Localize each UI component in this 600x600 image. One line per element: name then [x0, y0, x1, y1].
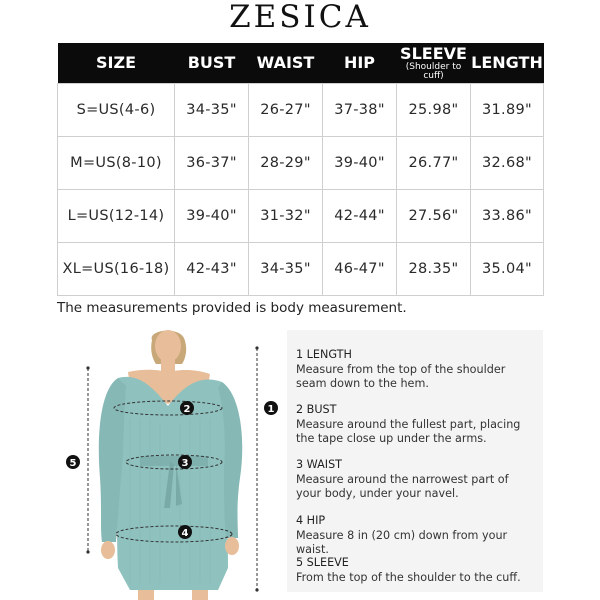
instruction-line: Measure around the narrowest part of	[296, 472, 509, 486]
cell-waist: 28-29"	[249, 137, 323, 190]
header-bust: BUST	[175, 43, 249, 84]
instruction-title: 2 BUST	[296, 403, 337, 416]
cell-length: 33.86"	[471, 190, 544, 243]
instruction-line: seam down to the hem.	[296, 377, 429, 390]
header-sleeve-label: SLEEVE	[400, 43, 467, 63]
cell-size: XL=US(16-18)	[58, 243, 175, 296]
cell-waist: 34-35"	[249, 243, 323, 296]
svg-text:1: 1	[267, 404, 275, 415]
cell-hip: 37-38"	[323, 84, 397, 137]
instruction-line: the tape close up under the arms.	[296, 432, 487, 445]
dress-body	[113, 377, 233, 590]
cell-bust: 34-35"	[175, 84, 249, 137]
cell-sleeve: 28.35"	[397, 243, 471, 296]
right-hand	[225, 537, 239, 555]
table-row	[58, 243, 544, 296]
length-end-bottom	[255, 588, 258, 591]
measurement-note: The measurements provided is body measurement.	[57, 300, 407, 316]
marker-2	[180, 401, 194, 415]
cell-bust: 42-43"	[175, 243, 249, 296]
cell-size: M=US(8-10)	[58, 137, 175, 190]
header-size: SIZE	[58, 43, 175, 84]
instruction-bust	[296, 403, 540, 447]
length-end-top	[255, 346, 258, 349]
cell-sleeve: 27.56"	[397, 190, 471, 243]
cell-waist: 31-32"	[249, 190, 323, 243]
instruction-line: Measure from the top of the shoulder	[296, 362, 506, 376]
brand-logo: ZESICA	[229, 0, 371, 35]
cell-bust: 36-37"	[175, 137, 249, 190]
header-hip: HIP	[323, 43, 397, 84]
marker-4	[178, 525, 192, 539]
size-chart-table	[57, 43, 544, 296]
left-leg	[138, 590, 154, 600]
instruction-hip	[296, 514, 540, 558]
instruction-line: your body, under your navel.	[296, 487, 459, 500]
svg-text:5: 5	[69, 458, 77, 469]
instruction-line: Measure 8 in (20 cm) down from your waist.	[296, 528, 508, 556]
instruction-waist	[296, 458, 540, 502]
header-sleeve-sub: (Shoulder to cuff)	[405, 61, 462, 81]
cell-hip: 42-44"	[323, 190, 397, 243]
svg-text:2: 2	[183, 404, 191, 415]
instruction-sleeve	[296, 556, 540, 585]
table-row	[58, 190, 544, 243]
cell-hip: 39-40"	[323, 137, 397, 190]
header-length: LENGTH	[471, 43, 544, 84]
measurement-figure	[60, 328, 282, 600]
cell-length: 32.68"	[471, 137, 544, 190]
instruction-title: 4 HIP	[296, 514, 326, 527]
cell-length: 31.89"	[471, 84, 544, 137]
right-leg	[192, 590, 208, 600]
instruction-title: 5 SLEEVE	[296, 556, 349, 569]
table-header-row	[58, 43, 544, 84]
cell-hip: 46-47"	[323, 243, 397, 296]
instruction-length	[296, 348, 540, 392]
svg-text:4: 4	[181, 528, 189, 539]
left-hand	[101, 541, 115, 559]
cell-sleeve: 26.77"	[397, 137, 471, 190]
neck-shape	[161, 358, 175, 372]
cell-size: L=US(12-14)	[58, 190, 175, 243]
sleeve-end-top	[86, 366, 89, 369]
table-row	[58, 84, 544, 137]
head-shape	[155, 330, 181, 362]
sleeve-end-bottom	[86, 550, 89, 553]
instruction-line: Measure around the fullest part, placing	[296, 417, 521, 431]
instruction-title: 3 WAIST	[296, 458, 343, 471]
svg-text:3: 3	[181, 458, 189, 469]
header-waist: WAIST	[249, 43, 323, 84]
cell-length: 35.04"	[471, 243, 544, 296]
cell-size: S=US(4-6)	[58, 84, 175, 137]
cell-bust: 39-40"	[175, 190, 249, 243]
marker-3	[178, 455, 192, 469]
table-row	[58, 137, 544, 190]
marker-5	[66, 455, 80, 469]
cell-sleeve: 25.98"	[397, 84, 471, 137]
marker-1	[264, 401, 278, 415]
instruction-title: 1 LENGTH	[296, 348, 352, 361]
instruction-line: From the top of the shoulder to the cuff.	[296, 570, 521, 584]
cell-waist: 26-27"	[249, 84, 323, 137]
header-sleeve	[397, 43, 471, 84]
